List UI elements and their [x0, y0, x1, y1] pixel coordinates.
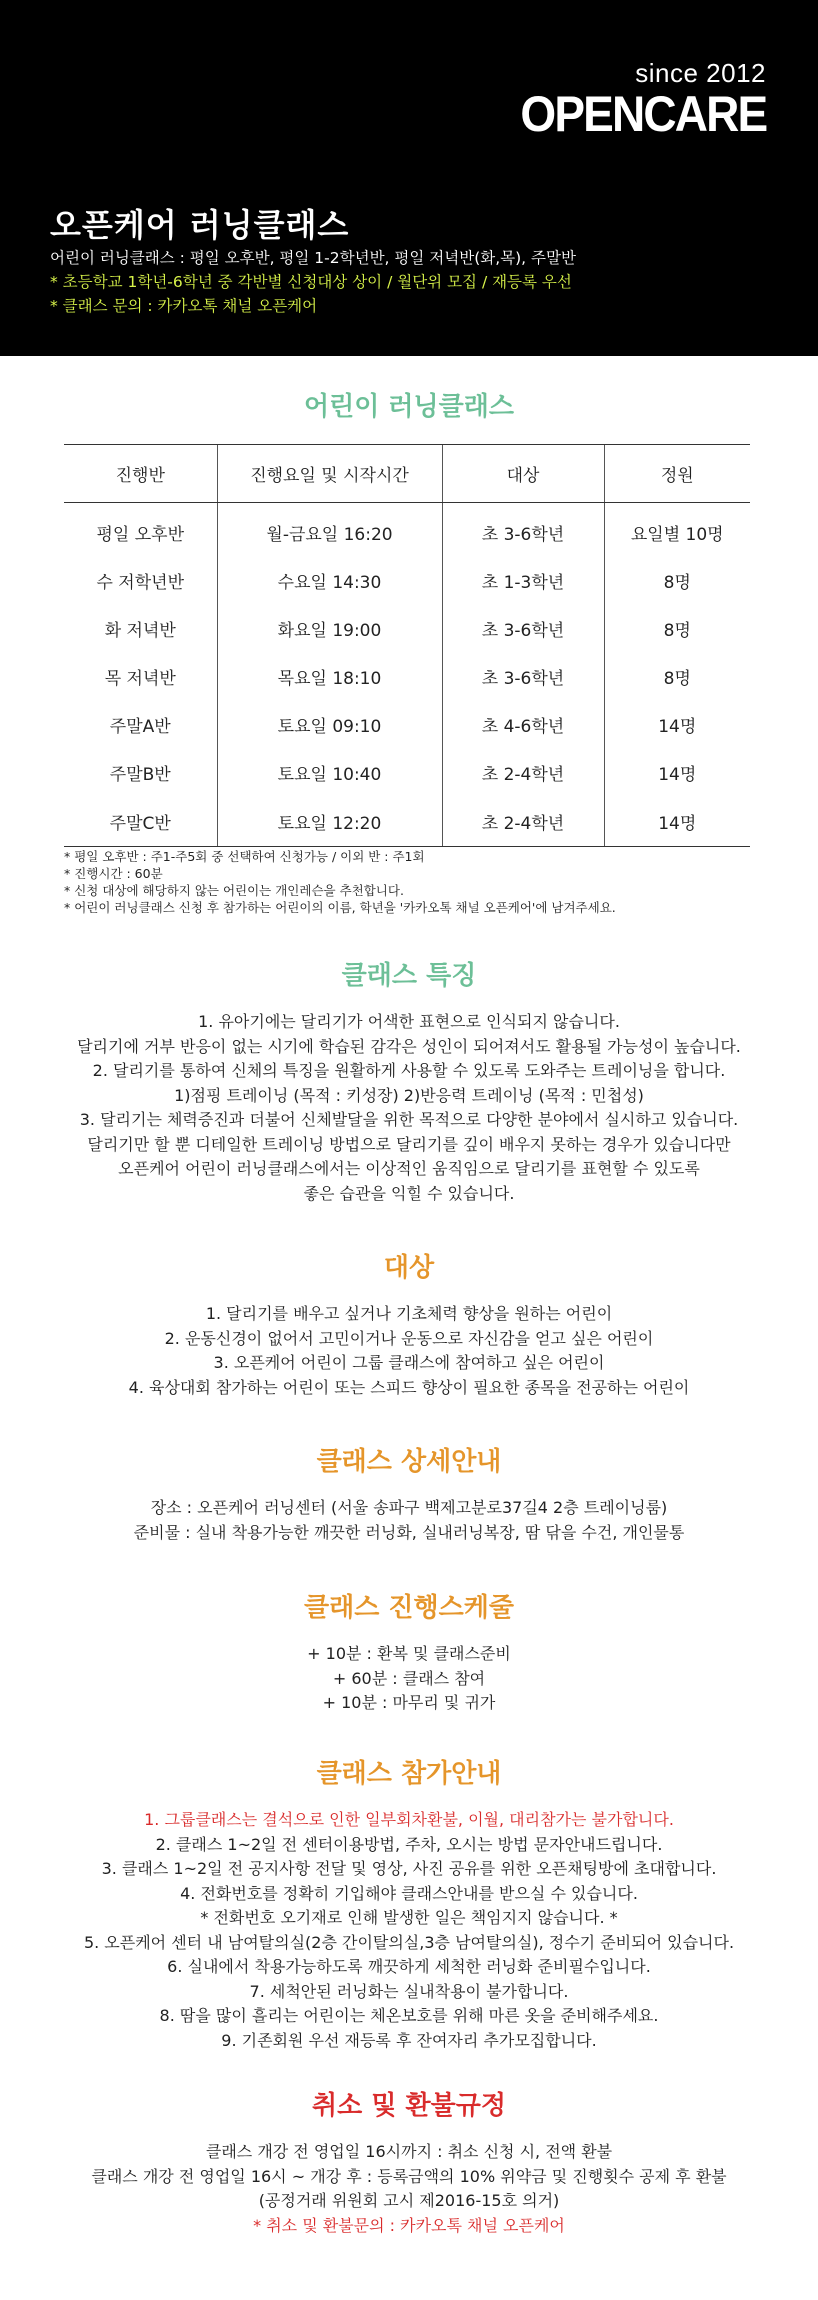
features-line: 달리기에 거부 반응이 없는 시기에 학습된 감각은 성인이 되어져서도 활용될 가능성이 높습니다.	[77, 1036, 741, 1056]
class-schedule-table	[64, 444, 750, 847]
table-cell: 14명	[604, 749, 750, 797]
table-row	[64, 701, 750, 749]
table-cell: 주말B반	[109, 765, 171, 785]
participation-line: 7. 세척안된 러닝화는 실내착용이 불가합니다.	[249, 1981, 569, 2001]
table-cell: 목요일 18:10	[217, 653, 442, 701]
table-cell: 초 3-6학년	[442, 503, 604, 557]
table-row	[64, 605, 750, 653]
features-title: 클래스 특징	[341, 961, 477, 991]
schedule-line: + 60분 : 클래스 참여	[332, 1668, 486, 1688]
table-cell: 화 저녁반	[104, 621, 176, 641]
participation-line: 9. 기존회원 우선 재등록 후 잔여자리 추가모집합니다.	[221, 2030, 597, 2050]
features-line: 1)점핑 트레이닝 (목적 : 키성장) 2)반응력 트레이닝 (목적 : 민첩성)	[174, 1085, 644, 1105]
header-banner	[0, 0, 818, 356]
target-body	[0, 1302, 818, 1400]
schedule-body	[0, 1642, 818, 1716]
schedule-title: 클래스 진행스케줄	[304, 1593, 514, 1623]
participation-line: 3. 클래스 1~2일 전 공지사항 전달 및 영상, 사진 공유를 위한 오픈채팅방에 초대합니다.	[101, 1859, 717, 1878]
refund-section	[0, 2085, 818, 2238]
participation-title: 클래스 참가안내	[316, 1759, 502, 1789]
participation-highlight: 1. 그룹클래스는 결석으로 인한 일부회차환불, 이월, 대리참가는 불가합니다.	[144, 1810, 674, 1829]
schedule-section	[0, 1587, 818, 1716]
features-line: 1. 유아기에는 달리기가 어색한 표현으로 인식되지 않습니다.	[198, 1012, 620, 1031]
table-cell: 초 3-6학년	[442, 605, 604, 653]
participation-line: 8. 땀을 많이 흘리는 어린이는 체온보호를 위해 마른 옷을 준비해주세요.	[159, 2006, 659, 2025]
table-notes	[64, 848, 616, 916]
features-section	[0, 955, 818, 1206]
table-cell: 화요일 19:00	[217, 605, 442, 653]
table-cell: 초 3-6학년	[442, 653, 604, 701]
refund-contact: * 취소 및 환불문의 : 카카오톡 채널 오픈케어	[253, 2215, 565, 2235]
refund-line: 클래스 개강 전 영업일 16시까지 : 취소 신청 시, 전액 환불	[205, 2142, 613, 2161]
column-header: 진행반	[64, 445, 217, 503]
column-header: 진행요일 및 시작시간	[217, 445, 442, 503]
features-line: 3. 달리기는 체력증진과 더불어 신체발달을 위한 목적으로 다양한 분야에서 실시하고 있습니다.	[79, 1110, 739, 1129]
table-cell: 주말A반	[109, 717, 171, 737]
participation-line: 4. 전화번호를 정확히 기입해야 클래스안내를 받으실 수 있습니다.	[180, 1883, 638, 1903]
table-cell: 초 1-3학년	[442, 557, 604, 605]
opencare-logo: OPENCARE	[520, 86, 766, 142]
table-cell: 토요일 12:20	[217, 797, 442, 847]
table-row	[64, 557, 750, 605]
column-header: 정원	[604, 445, 750, 503]
details-body	[0, 1496, 818, 1545]
table-cell: 토요일 09:10	[217, 701, 442, 749]
kids-class-title: 어린이 러닝클래스	[304, 392, 514, 422]
note-line: * 어린이 러닝클래스 신청 후 참가하는 어린이의 이름, 학년을 '카카오톡 채널 오픈케어'에 남겨주세요.	[64, 900, 616, 915]
table-header-row	[64, 445, 750, 503]
table-cell: 목 저녁반	[104, 669, 176, 689]
target-line: 3. 오픈케어 어린이 그룹 클래스에 참여하고 싶은 어린이	[213, 1353, 605, 1372]
note-line: * 신청 대상에 해당하지 않는 어린이는 개인레슨을 추천합니다.	[64, 883, 404, 898]
target-section	[0, 1247, 818, 1400]
since-label: since 2012	[635, 58, 766, 88]
table-cell: 초 2-4학년	[442, 749, 604, 797]
features-line: 오픈케어 어린이 러닝클래스에서는 이상적인 움직임으로 달리기를 표현할 수 있도록	[118, 1159, 700, 1178]
table-cell: 8명	[604, 653, 750, 701]
table-cell: 14명	[604, 701, 750, 749]
features-line: 좋은 습관을 익힐 수 있습니다.	[303, 1183, 515, 1203]
table-row	[64, 653, 750, 701]
table-cell: 주말C반	[64, 797, 217, 847]
table-cell: 평일 오후반	[96, 525, 184, 545]
refund-line: (공정거래 위원회 고시 제2016-15호 의거)	[258, 2191, 560, 2210]
schedule-line: + 10분 : 환복 및 클래스준비	[307, 1644, 511, 1663]
table-cell: 수 저학년반	[96, 573, 184, 593]
table-row	[64, 749, 750, 797]
participation-line: * 전화번호 오기재로 인해 발생한 일은 책임지지 않습니다. *	[200, 1908, 618, 1927]
header-line: 어린이 러닝클래스 : 평일 오후반, 평일 1-2학년반, 평일 저녁반(화,목), 주말반	[50, 249, 576, 267]
table-row	[64, 797, 750, 847]
header-info	[50, 246, 576, 318]
details-section	[0, 1441, 818, 1545]
participation-line: 5. 오픈케어 센터 내 남여탈의실(2층 간이탈의실,3층 남여탈의실), 정수기 준비되어 있습니다.	[83, 1932, 735, 1952]
table-cell: 요일별 10명	[604, 503, 750, 557]
refund-title: 취소 및 환불규정	[312, 2091, 506, 2121]
header-line: * 초등학교 1학년-6학년 중 각반별 신청대상 상이 / 월단위 모집 / 재등록 우선	[50, 273, 572, 291]
target-line: 2. 운동신경이 없어서 고민이거나 운동으로 자신감을 얻고 싶은 어린이	[164, 1328, 654, 1348]
note-line: * 진행시간 : 60분	[64, 866, 163, 881]
page-title: 오픈케어 러닝클래스	[50, 206, 350, 244]
details-title: 클래스 상세안내	[316, 1447, 502, 1477]
brand-logo	[499, 58, 766, 140]
schedule-line: + 10분 : 마무리 및 귀가	[322, 1693, 496, 1712]
table-cell: 8명	[604, 605, 750, 653]
table-cell: 토요일 10:40	[217, 749, 442, 797]
participation-line: 2. 클래스 1~2일 전 센터이용방법, 주차, 오시는 방법 문자안내드립니다.	[155, 1834, 663, 1854]
target-line: 4. 육상대회 참가하는 어린이 또는 스피드 향상이 필요한 종목을 전공하는 어린이	[128, 1377, 690, 1397]
refund-body	[0, 2140, 818, 2238]
features-line: 달리기만 할 뿐 디테일한 트레이닝 방법으로 달리기를 깊이 배우지 못하는 경우가 있습니다만	[87, 1134, 731, 1154]
table-cell: 초 2-4학년	[442, 797, 604, 847]
details-line: 장소 : 오픈케어 러닝센터 (서울 송파구 백제고분로37길4 2층 트레이닝룸)	[150, 1498, 668, 1517]
features-line: 2. 달리기를 통하여 신체의 특징을 원활하게 사용할 수 있도록 도와주는 트레이닝을 합니다.	[92, 1061, 726, 1080]
target-title: 대상	[383, 1253, 435, 1283]
refund-line: 클래스 개강 전 영업일 16시 ~ 개강 후 : 등록금액의 10% 위약금 및 진행횟수 공제 후 환불	[91, 2166, 727, 2186]
participation-section	[0, 1753, 818, 2053]
details-line: 준비물 : 실내 착용가능한 깨끗한 러닝화, 실내러닝복장, 땀 닦을 수건, 개인물통	[133, 1522, 685, 1542]
table-cell: 초 4-6학년	[442, 701, 604, 749]
table-cell: 14명	[604, 797, 750, 847]
note-line: * 평일 오후반 : 주1-주5회 중 선택하여 신청가능 / 이외 반 : 주1회	[64, 849, 425, 864]
target-line: 1. 달리기를 배우고 싶거나 기초체력 향상을 원하는 어린이	[205, 1304, 613, 1323]
table-cell: 수요일 14:30	[217, 557, 442, 605]
header-line: * 클래스 문의 : 카카오톡 채널 오픈케어	[50, 297, 318, 315]
features-body	[0, 1010, 818, 1206]
participation-line: 6. 실내에서 착용가능하도록 깨끗하게 세척한 러닝화 준비필수입니다.	[167, 1957, 651, 1976]
table-row	[64, 503, 750, 557]
table-cell: 월-금요일 16:20	[217, 503, 442, 557]
column-header: 대상	[442, 445, 604, 503]
table-cell: 8명	[604, 557, 750, 605]
participation-body	[0, 1808, 818, 2053]
